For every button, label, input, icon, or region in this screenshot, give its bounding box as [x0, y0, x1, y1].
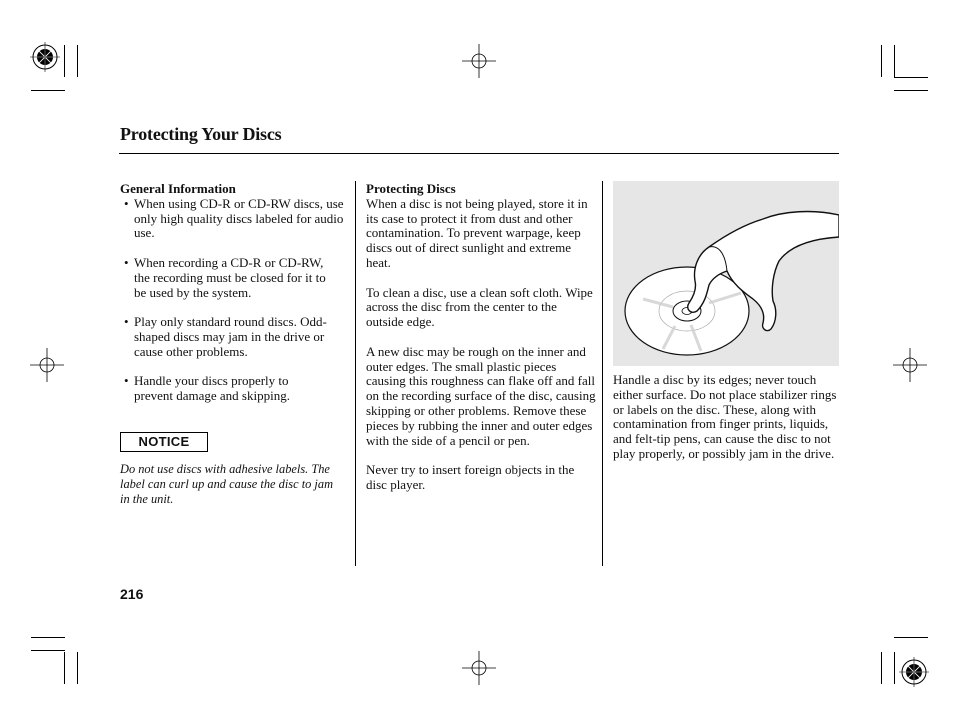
page-number: 216	[120, 586, 144, 602]
notice-text: Do not use discs with adhesive labels. The label can curl up and cause the disc to jam in the unit.	[120, 462, 334, 506]
protecting-discs-heading: Protecting Discs	[366, 181, 456, 196]
registration-mark-bottom-right	[897, 655, 931, 689]
list-item: • Play only standard round discs. Odd-shaped discs may jam in the drive or cause other problems.	[120, 315, 352, 359]
title-rule	[119, 153, 839, 154]
general-information-list	[120, 197, 352, 404]
column-divider-1	[355, 181, 356, 566]
list-item: • When using CD-R or CD-RW discs, use only high quality discs labeled for audio use.	[120, 197, 352, 241]
paragraph: When a disc is not being played, store it in its case to protect it from dust and other contamination. To prevent warpage, keep discs out of direct sunlight and extreme heat.	[366, 195, 588, 270]
crosshair-bottom	[462, 651, 496, 685]
illustration-caption: Handle a disc by its edges; never touch either surface. Do not place stabilizer rings or labels on the disc. These, along with contamination from finger prints, liquids, and felt-tip pens, can cause the disc to not play properly, or possibly jam in the drive.	[613, 372, 837, 461]
list-item: • When recording a CD-R or CD-RW, the recording must be closed for it to be used by the system.	[120, 256, 352, 300]
page-title: Protecting Your Discs	[120, 124, 282, 144]
column-divider-2	[602, 181, 603, 566]
notice-label: NOTICE	[120, 432, 208, 452]
paragraph: To clean a disc, use a clean soft cloth. Wipe across the disc from the center to the outside edge.	[366, 284, 593, 330]
hand-holding-disc-icon	[613, 181, 839, 366]
disc-handling-illustration	[613, 181, 839, 366]
protecting-discs-section	[366, 182, 596, 493]
general-information-heading: General Information	[120, 181, 236, 196]
list-item: • Handle your discs properly to prevent damage and skipping.	[120, 374, 352, 404]
registration-mark-top-left	[28, 40, 62, 74]
crosshair-left	[30, 348, 64, 382]
general-information-section	[120, 182, 352, 419]
paragraph: A new disc may be rough on the inner and outer edges. The small plastic pieces causing this roughness can flake off and fall on the recording surface of the disc, causing skipping or other problems. Remove these pieces by rubbing the inner and outer edges with the side of a pencil or pen.	[366, 343, 596, 448]
paragraph: Never try to insert foreign objects in the disc player.	[366, 462, 575, 492]
crosshair-right	[893, 348, 927, 382]
crosshair-top	[462, 44, 496, 78]
